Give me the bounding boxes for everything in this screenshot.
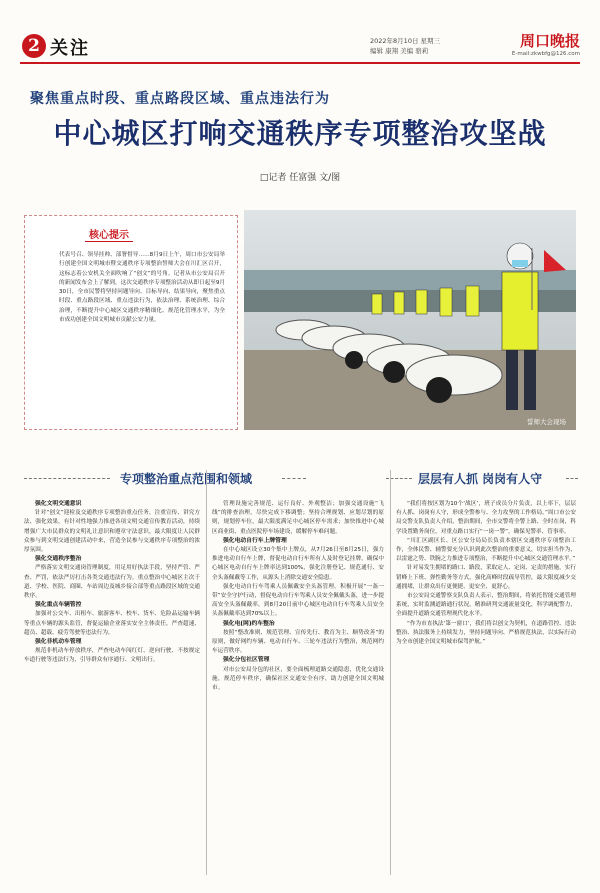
article-paragraph: 在中心城区设立30个集中上牌点，从7月26日至8月25日，强力推进电动自行车上牌，督促电动自行车所有人及时登记挂牌，确保中心城区电动自行车上牌率达到100%，强化注册登记、规范通行、安全头盔佩戴等工作，从源头上消除交通安全隐患。 <box>212 547 384 581</box>
column-divider <box>390 470 391 875</box>
article-subhead: 强化重点车辆管控 <box>35 602 82 609</box>
article-subhead: 强化交通秩序整治 <box>35 556 82 563</box>
article-paragraph: 严格落实文明交通岗管理制度，用足用好执法手段，坚持严管、严查、严罚，依法严厉打击各类交通违法行为。重点整治中心城区主次干道、学校、医院、商圈、车站周边及城乡接合部等重点路段区域的交通秩序。 <box>24 565 200 600</box>
kicker: 聚焦重点时段、重点路段区域、重点违法行为 <box>30 91 330 107</box>
core-tips-box <box>24 215 238 430</box>
column-divider <box>206 470 207 875</box>
article-paragraph: 规范非机动车停放秩序，严查电动车闯红灯、逆向行驶、不按规定车道行驶等违法行为，引导群众有序通行、文明出行。 <box>24 648 200 664</box>
article-paragraph: “我们将按区划为10个‘战区’，班子成员分片负责，以上率下，层层有人抓、岗岗有人守，形成全警参与、全力攻坚的工作格局。”周口市公安局交警支队负责人介绍，整治期间，全市交警将全警上路、全时在岗，科学设置勤务岗位，对重点路口实行“一岗一警”，确保见警率、管事率。 <box>396 501 576 535</box>
editor-line: 编辑 康翔 美编 骆莉 <box>370 47 429 55</box>
header-rule <box>20 62 580 64</box>
page-header <box>0 0 600 60</box>
article-paragraph: 按照“整改准则、规范管理、宣传先行、教育为主、顺势改善”的原则，做好网约车辆、电动自行车、三轮车违法行为整治，规范网约车运营秩序。 <box>212 629 384 655</box>
headline: 中心城区打响交通秩序专项整治攻坚战 <box>53 117 547 150</box>
byline: □记者 任富强 文/图 <box>259 173 341 183</box>
left-heading-rule-right <box>282 478 306 479</box>
article-column-2 <box>212 500 384 872</box>
dateline <box>370 36 440 56</box>
article-column-3 <box>396 500 576 872</box>
article-paragraph: “作为市直执法‘第一窗口’，我们将以创文为契机，在道路管控、违法整治、执法服务上持续发力，坚持问题导向、严格规范执法，以实际行动为全市创建全国文明城市保驾护航。” <box>396 620 576 646</box>
article-paragraph: 加强对公交车、出租车、旅游客车、校车、货车、危险品运输车辆等重点车辆的源头监管，督促运输企业落实安全主体责任，严查超速、超员、超载、疲劳驾驶等违法行为。 <box>24 611 200 636</box>
article-subhead: 强化非机动车管理 <box>35 639 82 646</box>
article-paragraph: 强化电动自行车驾乘人员佩戴安全头盔管理。积极开展“一盔一带”安全守护行动，督促电动自行车驾乘人员安全佩戴头盔，进一步提高安全头盔佩戴率，到8月20日前中心城区电动自行车驾乘人员安全头盔佩戴率达到70%以上。 <box>212 583 384 618</box>
paper-name: 周口晚报 <box>519 32 580 50</box>
article-subhead: 强化分包社区管理 <box>223 657 270 664</box>
right-heading-rule-right <box>566 478 578 479</box>
rally-photo-illustration <box>244 210 576 430</box>
left-heading-rule <box>24 478 110 479</box>
article-column-1 <box>24 500 200 872</box>
article-paragraph: 针对易发生拥堵的路口、路段，采取定人、定岗、定责的措施，实行错峰上下班、弹性勤务等方式，强化高峰时段疏导管控，最大限度减少交通拥堵，让群众出行更便捷、更安全、更舒心。 <box>396 565 576 590</box>
article-paragraph: 对市公安局分包的社区，要全面梳理道路交通隐患，优化交通设施，规范停车秩序，确保社区交通安全有序，助力创建全国文明城市。 <box>212 666 384 692</box>
article-paragraph: 市公安局交通警察支队负责人表示，整治期间，将依托智能交通管理系统，实时监测道路通行状况，精准研判交通流量变化，科学调配警力，全面提升道路交通管理现代化水平。 <box>396 593 576 618</box>
core-tips-title: 核心提示 <box>85 226 133 242</box>
issue-date: 2022年8月10日 星期三 <box>370 37 441 45</box>
rally-photo <box>244 210 576 430</box>
right-heading: 层层有人抓 岗岗有人守 <box>418 472 543 486</box>
article-subhead: 强化电动自行车上牌管理 <box>223 537 287 544</box>
paper-email: E-mail:zkwbfg@126.com <box>511 51 580 57</box>
left-heading: 专项整治重点范围和领域 <box>120 472 253 486</box>
photo-credit: 誓师大会现场 <box>527 418 566 426</box>
section-title: 关注 <box>50 38 90 59</box>
article-subhead: 强化电(网)约车整治 <box>223 620 275 627</box>
article-paragraph: “川汇区副区长、区公安分局局长负责本辖区交通秩序专项整治工作，全体民警、辅警要充分认识到此次整治的重要意义，切实担当作为，以雷霆之势、铁腕之力推进专项整治，不断提升中心城区交通管理水平。” <box>396 537 576 563</box>
article-subhead: 强化文明交通意识 <box>35 501 82 507</box>
page-number: 2 <box>22 34 46 58</box>
article-paragraph: 针对“创文”迎检及交通秩序专项整治重点任务，注重宣传、讲究方法、强化效果，有针对性地强力推进各项文明交通宣传教育活动，持续增强广大市民群众的文明礼让意识和遵章守法意识，最大限度让人民群众参与到文明交通创建活动中来，营造全民参与交通秩序专项整治的浓厚氛围。 <box>24 510 200 554</box>
article-paragraph: 管理设施完善规范、运行良好、外观整洁；加强交通设施“飞线”的排查治理，尽快完成下移调整；坚持合理规划、应划尽划的原则，规划停车位，最大限度满足中心城区停车需求；加快推进中心城区商业街、重点医院停车场建设，缓解停车难问题。 <box>212 501 384 535</box>
core-tips-text: 代表号召、领导挂帅、部署督导……8月9日上午，周口市公安局举行创建全国文明城市暨交通秩序专项整治誓师大会在川汇区召开，这标志着公安机关全面吹响了“创文”的号角。记者从市公安局召开的新闻发布会上了解到，这次交通秩序专项整治活动从即日起至9月30日，全市民警将坚持问题导向、目标导向、结果导向，聚焦重点时段、重点路段区域、重点违法行为，依法治理、系统治理、综合治理，不断提升中心城区交通秩序精细化、规范化管理水平，为全市成功创建全国文明城市贡献公安力量。 <box>59 252 225 324</box>
